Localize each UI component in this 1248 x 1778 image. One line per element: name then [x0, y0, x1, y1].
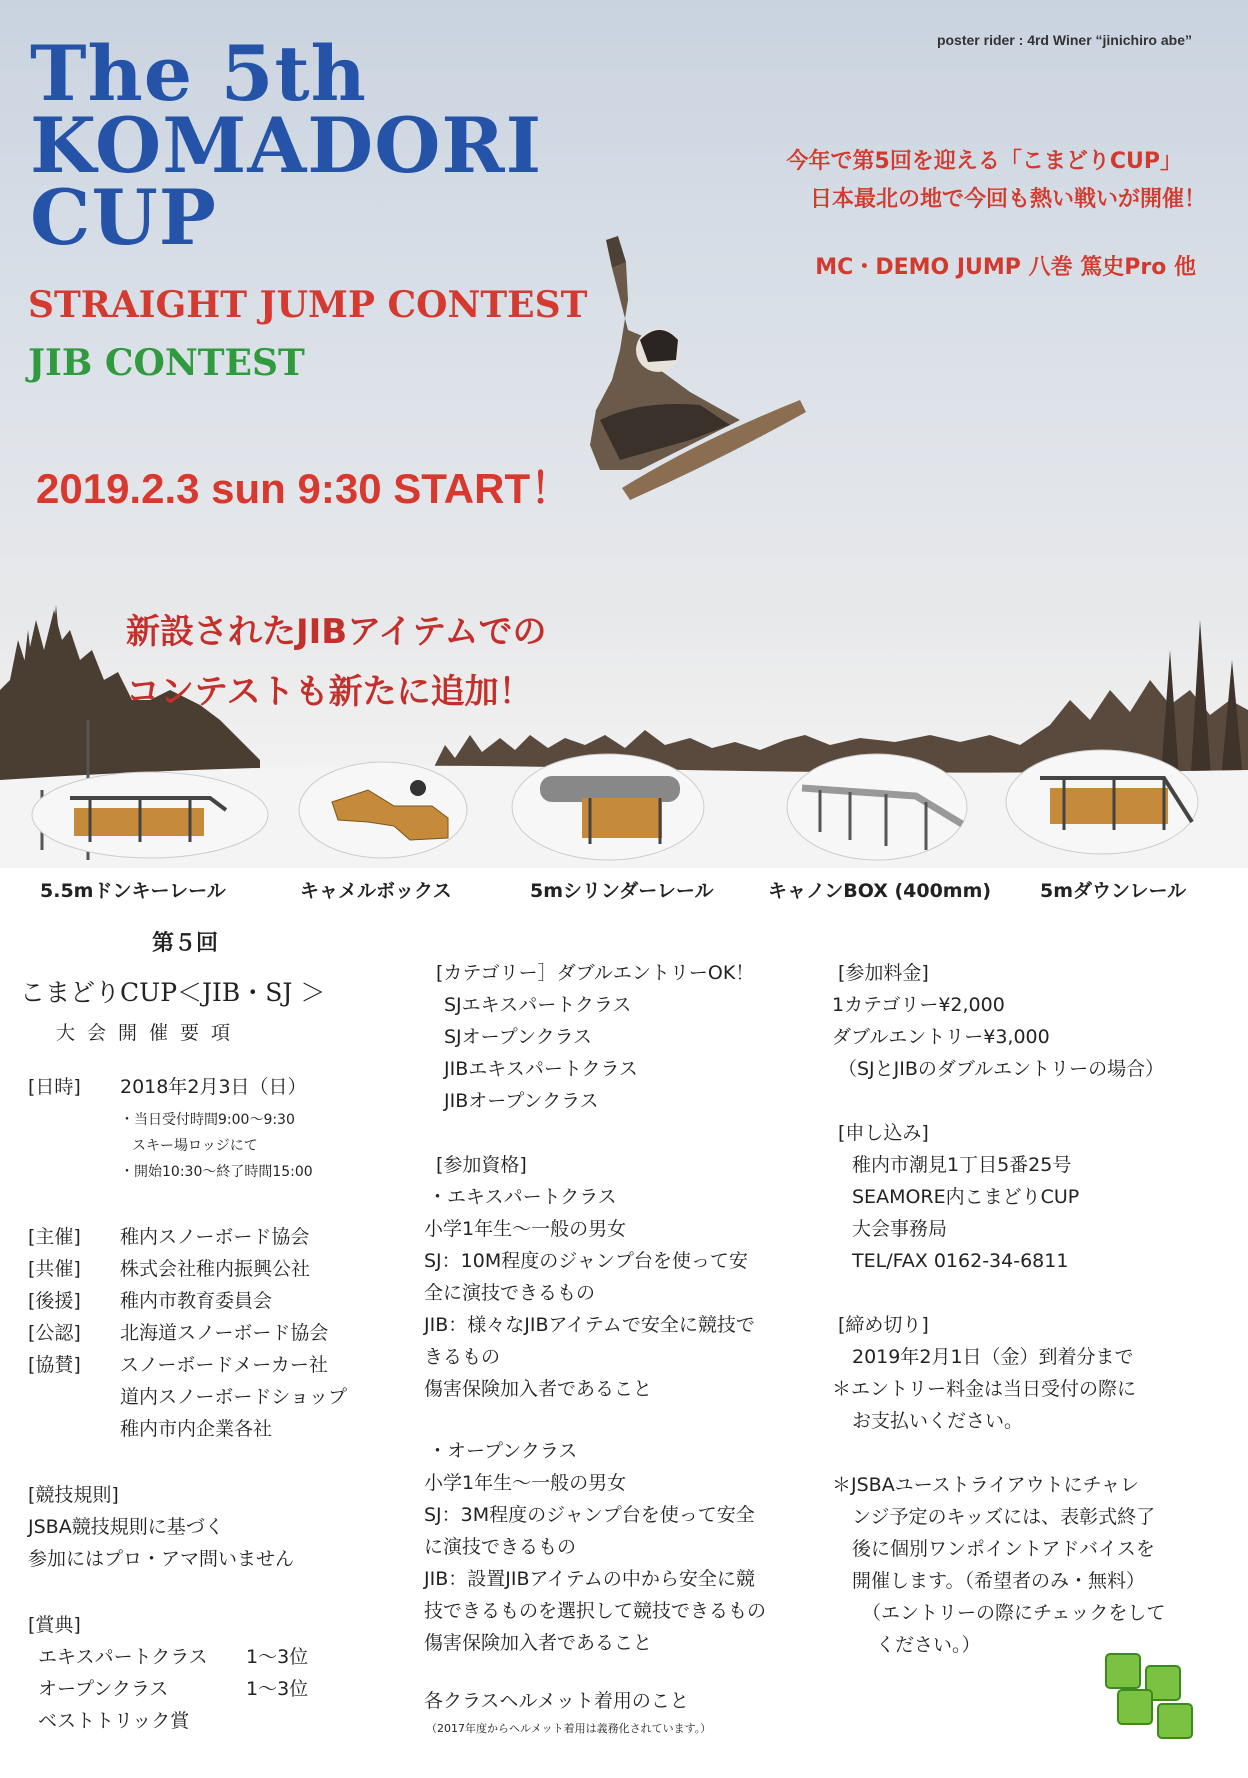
- eligibility-line: JIB：様々なJIBアイテムで安全に競技で: [424, 1314, 755, 1336]
- schedule-label: [日時]: [28, 1076, 81, 1098]
- play-with-nature-logo: [1100, 1648, 1200, 1758]
- organizer-value-host: 稚内スノーボード協会: [120, 1226, 310, 1248]
- deadline-label: [締め切り]: [838, 1314, 929, 1336]
- notice-line: ください。）: [876, 1634, 981, 1656]
- application-label: [申し込み]: [838, 1122, 929, 1144]
- snowboarder-photo: [590, 236, 806, 500]
- helmet-note: （2017年度からヘルメット着用は義務化されています。）: [426, 1722, 712, 1735]
- fees-label: [参加料金]: [838, 962, 929, 984]
- sponsor-extra-2: 稚内市内企業各社: [120, 1418, 273, 1440]
- notice-line: 開催します。（希望者のみ・無料）: [852, 1570, 1145, 1592]
- fees-line-3: （SJとJIBのダブルエントリーの場合）: [838, 1058, 1165, 1080]
- subtitle-jib: JIB CONTEST: [28, 342, 305, 384]
- item-label-down-rail: 5mダウンレール: [1040, 880, 1187, 902]
- event-date: 2019.2.3 sun 9:30 START！: [36, 465, 573, 512]
- prize-rank-2: 1〜3位: [246, 1678, 309, 1700]
- prize-rank-1: 1〜3位: [246, 1646, 309, 1668]
- event-number: 第５回: [152, 930, 219, 956]
- fees-line-2: ダブルエントリー¥3,000: [832, 1026, 1050, 1048]
- event-subtitle: 大会開催要項: [56, 1022, 243, 1044]
- rules-line-2: 参加にはプロ・アマ問いません: [28, 1548, 295, 1570]
- eligibility-line: ・オープンクラス: [428, 1440, 578, 1462]
- eligibility-line: 全に演技できるもの: [424, 1282, 596, 1304]
- eligibility-line: ・エキスパートクラス: [428, 1186, 617, 1208]
- eligibility-line: 技できるものを選択して競技できるもの: [424, 1600, 767, 1622]
- title-line-1: The 5th: [30, 29, 367, 118]
- item-photo-camel-box: [298, 760, 468, 860]
- intro-line-1: 今年で第5回を迎える「こまどりCUP」: [786, 149, 1182, 174]
- category-3: JIBエキスパートクラス: [444, 1058, 638, 1080]
- item-label-donkey-rail: 5.5mドンキーレール: [40, 880, 226, 902]
- notice-line: ＊JSBAユーストライアウトにチャレ: [832, 1474, 1140, 1496]
- poster-rider-credit: poster rider : 4rd Winer “jinichiro abe”: [936, 32, 1192, 48]
- item-photo-cylinder-rail: [510, 752, 706, 862]
- notice-line: （エントリーの際にチェックをして: [862, 1602, 1166, 1624]
- schedule-note-3: ・開始10:30〜終了時間15:00: [120, 1164, 313, 1180]
- application-line-3: 大会事務局: [852, 1218, 948, 1240]
- item-photo-cannon-box: [786, 752, 968, 862]
- organizer-value-support: 稚内市教育委員会: [120, 1290, 273, 1312]
- category-1: SJエキスパートクラス: [444, 994, 632, 1016]
- mc-line: MC・DEMO JUMP 八巻 篤史Pro 他: [815, 255, 1196, 280]
- eligibility-label: [参加資格]: [436, 1154, 527, 1176]
- schedule-note-2: スキー場ロッジにて: [132, 1138, 258, 1154]
- item-photo-donkey-rail: [30, 770, 270, 860]
- eligibility-line: 傷害保険加入者であること: [424, 1378, 653, 1400]
- application-phone: TEL/FAX 0162-34-6811: [852, 1250, 1069, 1272]
- organizer-value-sponsor: スノーボードメーカー社: [120, 1354, 328, 1376]
- organizer-label-official: [公認]: [28, 1322, 81, 1344]
- category-2: SJオープンクラス: [444, 1026, 593, 1048]
- deadline-line-3: お支払いください。: [852, 1410, 1024, 1432]
- category-4: JIBオープンクラス: [444, 1090, 599, 1112]
- deadline-line-1: 2019年2月1日（金）到着分まで: [852, 1346, 1134, 1368]
- title-line-3: CUP: [30, 173, 217, 262]
- rules-label: [競技規則]: [28, 1484, 119, 1506]
- organizer-value-cohost: 株式会社稚内振興公社: [120, 1258, 311, 1280]
- rules-line-1: JSBA競技規則に基づく: [28, 1516, 224, 1538]
- schedule-note-1: ・当日受付時間9:00〜9:30: [120, 1112, 295, 1128]
- item-label-cannon-box: キャノンBOX (400mm): [768, 880, 992, 902]
- notice-line: ンジ予定のキッズには、表彰式終了: [852, 1506, 1156, 1528]
- schedule-date: 2018年2月3日（日）: [120, 1076, 307, 1098]
- organizer-label-sponsor: [協賛]: [28, 1354, 81, 1376]
- sponsor-extra-1: 道内スノーボードショップ: [120, 1386, 348, 1408]
- prize-name-3: ベストトリック賞: [38, 1710, 190, 1732]
- title-line-2: KOMADORI: [30, 101, 543, 190]
- item-label-camel-box: キャメルボックス: [300, 880, 452, 902]
- eligibility-line: SJ：10M程度のジャンプ台を使って安: [424, 1250, 748, 1272]
- new-items-line-2: コンテストも新たに追加！: [126, 672, 533, 712]
- prizes-label: [賞典]: [28, 1614, 81, 1636]
- eligibility-line: 小学1年生〜一般の男女: [424, 1218, 627, 1240]
- notice-line: 後に個別ワンポイントアドバイスを: [852, 1538, 1155, 1560]
- organizer-label-support: [後援]: [28, 1290, 81, 1312]
- subtitle-straight-jump: STRAIGHT JUMP CONTEST: [28, 284, 588, 326]
- deadline-line-2: ＊エントリー料金は当日受付の際に: [832, 1378, 1137, 1400]
- eligibility-line: に演技できるもの: [424, 1536, 577, 1558]
- helmet-requirement: 各クラスヘルメット着用のこと: [424, 1690, 689, 1712]
- prize-name-1: エキスパートクラス: [38, 1646, 208, 1668]
- intro-line-2: 日本最北の地で今回も熱い戦いが開催！: [809, 187, 1206, 212]
- application-line-2: SEAMORE内こまどりCUP: [852, 1186, 1080, 1208]
- new-items-line-1: 新設されたJIBアイテムでの: [126, 612, 547, 652]
- categories-label: [カテゴリー］ダブルエントリーOK！: [436, 962, 755, 984]
- application-line-1: 稚内市潮見1丁目5番25号: [852, 1154, 1072, 1176]
- item-label-cylinder-rail: 5mシリンダーレール: [530, 880, 714, 902]
- organizer-label-host: [主催]: [28, 1226, 81, 1248]
- event-title: こまどりCUP＜JIB・SJ ＞: [20, 978, 326, 1007]
- organizer-label-cohost: [共催]: [28, 1258, 81, 1280]
- eligibility-line: JIB：設置JIBアイテムの中から安全に競: [424, 1568, 755, 1590]
- fees-line-1: 1カテゴリー¥2,000: [832, 994, 1005, 1016]
- item-photo-down-rail: [1004, 748, 1200, 856]
- hero-photo: [0, 0, 1248, 868]
- eligibility-line: SJ：3M程度のジャンプ台を使って安全: [424, 1504, 755, 1526]
- eligibility-line: きるもの: [424, 1346, 501, 1368]
- eligibility-line: 傷害保険加入者であること: [424, 1632, 653, 1654]
- eligibility-line: 小学1年生〜一般の男女: [424, 1472, 627, 1494]
- prize-name-2: オープンクラス: [38, 1678, 169, 1700]
- organizer-value-official: 北海道スノーボード協会: [120, 1322, 329, 1344]
